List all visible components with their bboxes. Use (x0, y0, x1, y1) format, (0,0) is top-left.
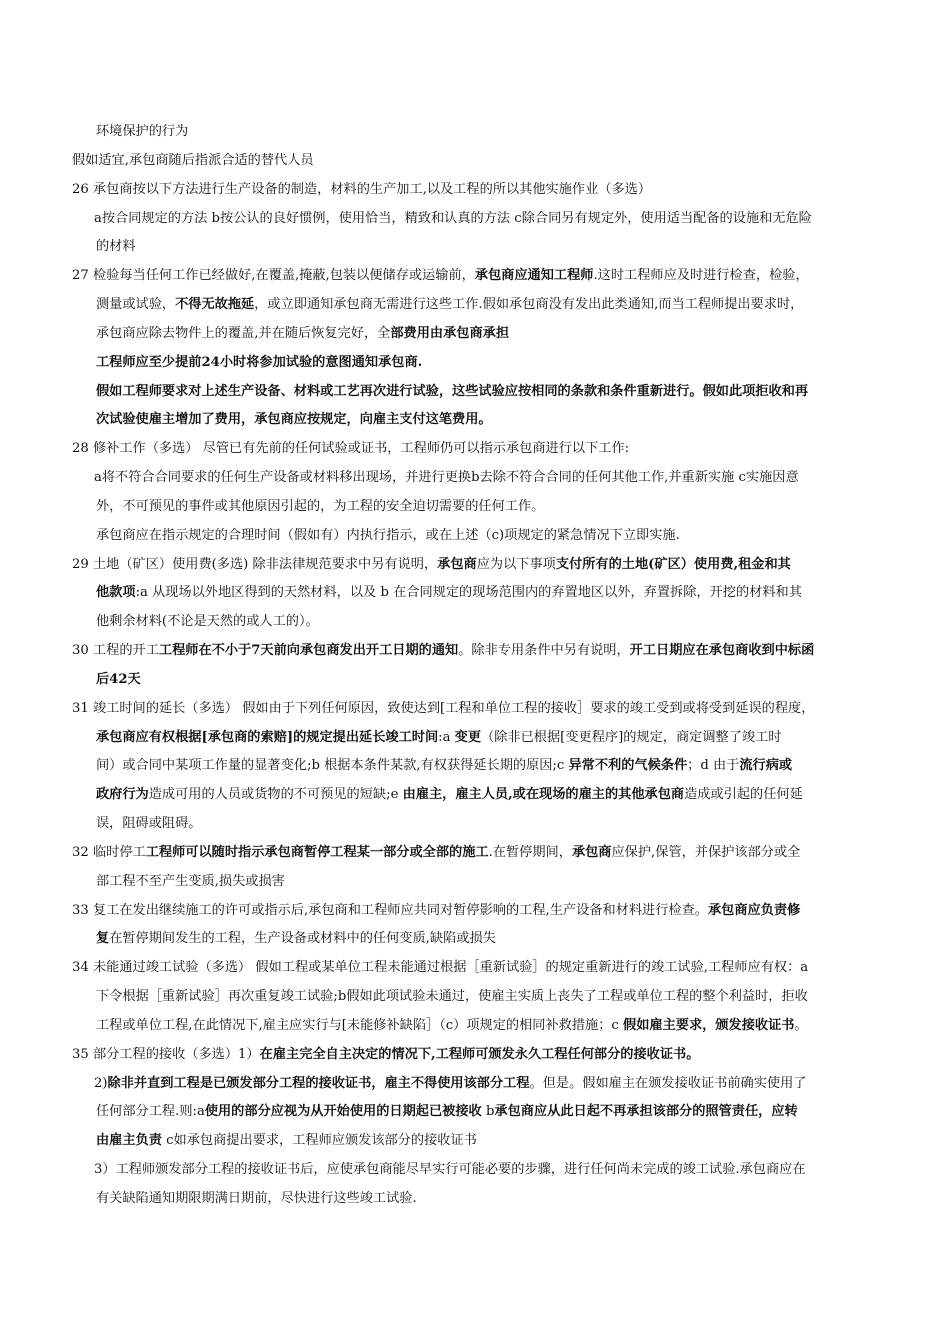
text-line (72, 958, 808, 978)
text-run: 32 临时停工 (72, 845, 146, 860)
text-line (96, 785, 803, 805)
text-run: 外，不可预见的事件或其他原因引起的，为工程的安全迫切需要的任何工作。 (96, 499, 545, 514)
bold-text-run: 不得无故拖延 (175, 297, 255, 312)
text-line (96, 1016, 808, 1036)
text-run: 。但是。假如雇主在颁发接收证书前确实使用了 (529, 1076, 807, 1091)
text-line (96, 324, 509, 344)
text-line (96, 353, 422, 373)
text-run: 27 检验每当任何工作已经做好,在覆盖,掩蔽,包装以便储存或运输前， (72, 268, 475, 283)
bold-text-run: 在雇主完全自主决定的情况下,工程师可颁发永久工程任何部分的接收证书。 (259, 1047, 700, 1062)
bold-text-run: 工程师在不小于7天前向承包商发出开工日期的通知 (158, 643, 459, 658)
text-line (72, 266, 809, 286)
bold-text-run: 承包商应从此日起不再承担该部分的照管责任，应转 (494, 1104, 798, 1119)
bold-text-run: 由雇主负责 (96, 1133, 162, 1148)
bold-text-run: 部费用由承包商承担 (390, 326, 510, 341)
text-line (72, 1045, 699, 1065)
text-line (96, 728, 781, 748)
text-run: a将不符合合同要求的任何生产设备或材料移出现场，并进行更换b去除不符合合同的任何其他工作,并重新实施 c实施因意 (94, 470, 799, 485)
text-line (96, 872, 285, 892)
bold-text-run: 支付所有的土地(矿区）使用费,租金和其 (555, 557, 791, 572)
text-run: 假如适宜,承包商随后指派合适的替代人员 (72, 153, 314, 168)
text-line (72, 151, 314, 171)
text-line (96, 1189, 417, 1209)
bold-text-run: 承包商 (571, 845, 612, 860)
bold-text-run: 复 (96, 931, 110, 946)
text-run: 31 竣工时间的延长（多选） 假如由于下列任何原因，致使达到[工程和单位工程的接收］要求的竣工受到或将受到延误的程度， (72, 701, 815, 716)
text-line (94, 1160, 806, 1180)
text-run: 造成或引起的任何延 (684, 787, 803, 802)
text-run: b (481, 1104, 495, 1119)
text-line (96, 497, 544, 517)
bold-text-run: 变更 (454, 730, 482, 745)
bold-text-run: 假如工程师要求对上述生产设备、材料或工艺再次进行试验，这些试验应按相同的条款和条件重新进行。假如此项拒收和再 (96, 384, 809, 399)
text-line (94, 468, 799, 488)
text-run: 测量或试验， (96, 297, 176, 312)
text-run: 33 复工在发出继续施工的许可或指示后,承包商和工程师应共同对暂停影响的工程,生产设备和材料进行检查。 (72, 903, 708, 918)
text-line (72, 555, 791, 575)
text-line (72, 641, 814, 661)
text-run: a按合同规定的方法 b按公认的良好惯例，使用恰当，精致和认真的方法 c除合同另有规定外，使用适当配备的设施和无危险 (94, 211, 812, 226)
text-line (72, 180, 651, 200)
text-run: .这时工程师应及时进行检查，检验， (593, 268, 809, 283)
text-run: 2) (94, 1076, 108, 1091)
text-run: 部工程不至产生变质,损失或损害 (96, 874, 285, 889)
text-line (96, 814, 202, 834)
bold-text-run: 次试验使雇主增加了费用，承包商应按规定，向雇主支付这笔费用。 (96, 412, 492, 427)
text-run: 29 土地（矿区）使用费(多选) 除非法律规范要求中另有说明， (72, 557, 438, 572)
text-line (96, 295, 803, 315)
bold-text-run: 后42天 (96, 672, 141, 687)
bold-text-run: 开工日期应在承包商收到中标函 (629, 643, 815, 658)
text-run: 。除非专用条件中另有说明， (458, 643, 630, 658)
text-run: 26 承包商按以下方法进行生产设备的制造，材料的生产加工,以及工程的所以其他实施作业（多选） (72, 182, 652, 197)
text-run: ，或立即通知承包商无需进行这些工作.假如承包商没有发出此类通知,而当工程师提出要求时， (254, 297, 804, 312)
text-line (96, 1102, 798, 1122)
text-line (96, 670, 141, 690)
bold-text-run: 工程师应至少提前24小时将参加试验的意图通知承包商. (96, 355, 423, 370)
text-line (72, 901, 800, 921)
text-run: 承包商应在指示规定的合理时间（假如有）内执行指示，或在上述（c)项规定的紧急情况下立即实施. (96, 528, 680, 543)
text-line (96, 382, 808, 402)
text-run: 3）工程师颁发部分工程的接收证书后，应使承包商能尽早实行可能必要的步骤，进行任何尚未完成的竣工试验.承包商应在 (94, 1162, 806, 1177)
text-line (96, 1131, 477, 1151)
text-run: 工程或单位工程,在此情况下,雇主应实行与[未能修补缺陷］（c）项规定的相同补救措施；c (96, 1018, 624, 1033)
text-run: 28 修补工作（多选） 尽管已有先前的任何试验或证书，工程师仍可以指示承包商进行以下工作: (72, 441, 630, 456)
bold-text-run: 他款项 (96, 585, 136, 600)
text-run: （除非已根据[变更程序]的规定，商定调整了竣工时 (481, 730, 782, 745)
bold-text-run: 由雇主，雇主人员,或在现场的雇主的其他承包商 (402, 787, 685, 802)
text-run: 造成可用的人员或货物的不可预见的短缺;e (148, 787, 403, 802)
text-run: .在暂停期间， (488, 845, 572, 860)
text-run: 误，阻碍或阻碍。 (96, 816, 202, 831)
bold-text-run: 承包商 (437, 557, 477, 572)
text-run: 应保护,保管，并保护该部分或全 (611, 845, 801, 860)
text-run: 在暂停期间发生的工程，生产设备或材料中的任何变质,缺陷或损失 (109, 931, 496, 946)
text-line (96, 583, 802, 603)
text-line (96, 237, 136, 257)
text-run: 30 工程的开工 (72, 643, 159, 658)
bold-text-run: 承包商应通知工程师 (474, 268, 594, 283)
text-run: ；d 由于 (687, 758, 740, 773)
text-run: 下令根据［重新试验］再次重复竣工试验;b假如此项试验未通过，使雇主实质上丧失了工程或单位工程的整个利益时，拒收 (96, 989, 808, 1004)
bold-text-run: 承包商应负责修 (707, 903, 801, 918)
text-run: 34 未能通过竣工试验（多选） 假如工程或某单位工程未能通过根据［重新试验］的规定重新进行的竣工试验,工程师应有权：a (72, 960, 809, 975)
text-line (96, 122, 188, 142)
text-line (96, 929, 496, 949)
text-run: 有关缺陷通知期限期满日期前，尽快进行这些竣工试验. (96, 1191, 417, 1206)
text-run: :a (438, 730, 455, 745)
text-run: 他剩余材料(不论是天然的或人工的）。 (96, 614, 319, 629)
text-run: 的材料 (96, 239, 136, 254)
text-line (72, 843, 800, 863)
text-line (96, 987, 808, 1007)
text-line (72, 699, 814, 719)
text-line (96, 526, 680, 546)
text-line (94, 1074, 806, 1094)
bold-text-run: 政府行为 (96, 787, 149, 802)
bold-text-run: 使用的部分应视为从开始使用的日期起已被接收 (204, 1104, 482, 1119)
bold-text-run: 承包商应有权根据[承包商的索赔]的规定提出延长竣工时间 (96, 730, 439, 745)
text-run: 承包商应除去物件上的覆盖,并在随后恢复完好，全 (96, 326, 391, 341)
bold-text-run: 流行病或 (739, 758, 793, 773)
text-run: 任何部分工程.则:a (96, 1104, 205, 1119)
text-run: 间）或合同中某项工作量的显著变化;b 根据本条件某款,有权获得延长期的原因;c (96, 758, 569, 773)
text-run: 。 (794, 1018, 808, 1033)
bold-text-run: 除非并直到工程是已颁发部分工程的接收证书，雇主不得使用该部分工程 (107, 1076, 530, 1091)
text-run: 环境保护的行为 (96, 124, 189, 139)
bold-text-run: 假如雇主要求，颁发接收证书 (623, 1018, 795, 1033)
text-line (96, 612, 319, 632)
text-line (72, 439, 629, 459)
text-line (96, 410, 492, 430)
bold-text-run: 工程师可以随时指示承包商暂停工程某一部分或全部的施工 (145, 845, 489, 860)
bold-text-run: 异常不利的气候条件 (568, 758, 688, 773)
text-run: 应为以下事项 (476, 557, 556, 572)
text-run: 35 部分工程的接收（多选）1） (72, 1047, 260, 1062)
text-line (96, 756, 792, 776)
text-run: :a 从现场以外地区得到的天然材料，以及 b 在合同规定的现场范围内的弃置地区以外，弃置拆除，开挖的材料和其 (135, 585, 802, 600)
text-line (94, 209, 812, 229)
text-run: c如承包商提出要求，工程师应颁发该部分的接收证书 (161, 1133, 477, 1148)
